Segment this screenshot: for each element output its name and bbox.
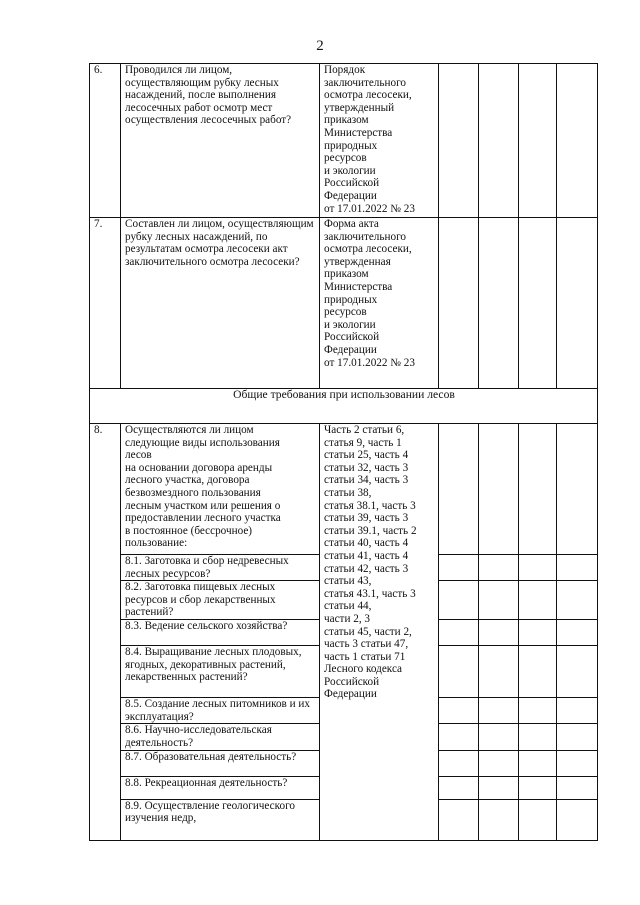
reference-cell: Часть 2 статьи 6, статья 9, часть 1 статьи 25, часть 4 статьи 32, часть 3 статьи 34, часть 3 статьи 38, статья 38.1, часть 3 статьи 39, часть 3 статьи 39.1, часть 2 статьи 40, часть 4 статьи 41, часть 4 статьи 42, часть 3 статьи 43, статья 43.1, часть 3 статьи 44, части 2, 3 статьи 45, части 2, часть 3 статьи 47, часть 1 статьи 71 Лесного кодекса Российской Федерации	[320, 424, 439, 841]
answer-cell-na[interactable]	[519, 646, 557, 698]
subitem-cell: 8.8. Рекреационная деятельность?	[121, 776, 320, 799]
section-row	[90, 389, 598, 424]
note-cell[interactable]	[557, 555, 598, 581]
question-cell: Составлен ли лицом, осуществляющим рубку лесных насаждений, по результатам осмотра лесосеки акт заключительного осмотра лесосеки?	[121, 218, 320, 389]
answer-cell-no[interactable]	[479, 218, 519, 389]
question-cell: Осуществляются ли лицом следующие виды использования лесов на основании договора аренды лесного участка, договора безвозмездного пользования лесным участком или решения о предоставлении лесного участка в постоянное (бессрочное) пользование:	[121, 424, 320, 555]
answer-cell-no[interactable]	[479, 581, 519, 620]
table-row	[90, 218, 598, 389]
subitem-cell: 8.6. Научно-исследовательская деятельность?	[121, 724, 320, 750]
answer-cell-na[interactable]	[519, 776, 557, 799]
note-cell[interactable]	[557, 218, 598, 389]
row-number: 6.	[90, 64, 121, 218]
note-cell[interactable]	[557, 424, 598, 555]
answer-cell-na[interactable]	[519, 424, 557, 555]
answer-cell-na[interactable]	[519, 620, 557, 646]
answer-cell-no[interactable]	[479, 750, 519, 776]
answer-cell-no[interactable]	[479, 724, 519, 750]
answer-cell-no[interactable]	[479, 698, 519, 724]
row-number: 7.	[90, 218, 121, 389]
row-number: 8.	[90, 424, 121, 841]
subitem-cell: 8.9. Осуществление геологического изучения недр,	[121, 799, 320, 840]
note-cell[interactable]	[557, 581, 598, 620]
note-cell[interactable]	[557, 646, 598, 698]
answer-cell-yes[interactable]	[439, 218, 479, 389]
note-cell[interactable]	[557, 724, 598, 750]
note-cell[interactable]	[557, 776, 598, 799]
note-cell[interactable]	[557, 620, 598, 646]
answer-cell-no[interactable]	[479, 424, 519, 555]
table-row	[90, 424, 598, 555]
reference-cell: Порядок заключительного осмотра лесосеки, утвержденный приказом Министерства природных ресурсов и экологии Российской Федерации от 17.01.2022 № 23	[320, 64, 439, 218]
answer-cell-yes[interactable]	[439, 724, 479, 750]
answer-cell-yes[interactable]	[439, 646, 479, 698]
note-cell[interactable]	[557, 698, 598, 724]
subitem-cell: 8.3. Ведение сельского хозяйства?	[121, 620, 320, 646]
answer-cell-yes[interactable]	[439, 581, 479, 620]
answer-cell-na[interactable]	[519, 698, 557, 724]
answer-cell-no[interactable]	[479, 799, 519, 840]
section-heading: Общие требования при использовании лесов	[90, 389, 598, 424]
checklist-table	[89, 63, 598, 841]
answer-cell-yes[interactable]	[439, 799, 479, 840]
answer-cell-na[interactable]	[519, 750, 557, 776]
question-cell: Проводился ли лицом, осуществляющим рубку лесных насаждений, после выполнения лесосечных работ осмотр мест осуществления лесосечных работ?	[121, 64, 320, 218]
answer-cell-yes[interactable]	[439, 620, 479, 646]
answer-cell-no[interactable]	[479, 555, 519, 581]
answer-cell-yes[interactable]	[439, 64, 479, 218]
answer-cell-yes[interactable]	[439, 424, 479, 555]
table-row	[90, 64, 598, 218]
answer-cell-yes[interactable]	[439, 698, 479, 724]
subitem-cell: 8.7. Образовательная деятельность?	[121, 750, 320, 776]
page-number: 2	[316, 38, 324, 54]
note-cell[interactable]	[557, 64, 598, 218]
answer-cell-na[interactable]	[519, 799, 557, 840]
answer-cell-no[interactable]	[479, 64, 519, 218]
answer-cell-na[interactable]	[519, 581, 557, 620]
answer-cell-no[interactable]	[479, 776, 519, 799]
subitem-cell: 8.2. Заготовка пищевых лесных ресурсов и сбор лекарственных растений?	[121, 581, 320, 620]
reference-cell: Форма акта заключительного осмотра лесосеки, утвержденная приказом Министерства природных ресурсов и экологии Российской Федерации от 17.01.2022 № 23	[320, 218, 439, 389]
subitem-cell: 8.4. Выращивание лесных плодовых, ягодных, декоративных растений, лекарственных растений?	[121, 646, 320, 698]
subitem-cell: 8.5. Создание лесных питомников и их эксплуатация?	[121, 698, 320, 724]
note-cell[interactable]	[557, 750, 598, 776]
answer-cell-yes[interactable]	[439, 750, 479, 776]
answer-cell-na[interactable]	[519, 218, 557, 389]
answer-cell-na[interactable]	[519, 724, 557, 750]
answer-cell-yes[interactable]	[439, 555, 479, 581]
answer-cell-no[interactable]	[479, 620, 519, 646]
note-cell[interactable]	[557, 799, 598, 840]
answer-cell-no[interactable]	[479, 646, 519, 698]
answer-cell-yes[interactable]	[439, 776, 479, 799]
answer-cell-na[interactable]	[519, 64, 557, 218]
answer-cell-na[interactable]	[519, 555, 557, 581]
subitem-cell: 8.1. Заготовка и сбор недревесных лесных ресурсов?	[121, 555, 320, 581]
